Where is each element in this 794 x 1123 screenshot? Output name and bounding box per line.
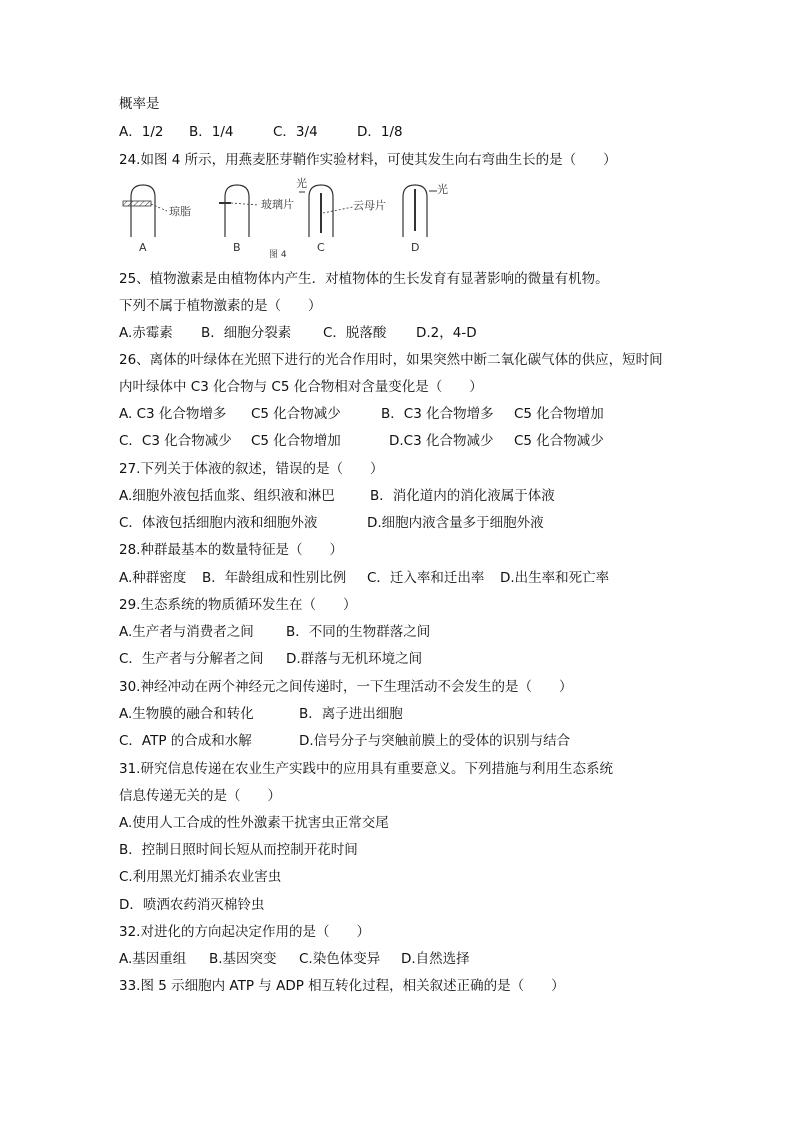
q28-stem: 28.种群最基本的数量特征是（ ） xyxy=(119,542,343,558)
q29-options-row2 xyxy=(119,650,422,668)
q30-option-c: C．ATP 的合成和水解 xyxy=(119,733,252,749)
q25-option-a: A.赤霉素 xyxy=(119,325,173,341)
label-c: C xyxy=(317,241,325,254)
q32-options xyxy=(119,950,470,968)
q25-option-d: D.2，4-D xyxy=(416,325,477,341)
q29-stem: 29.生态系统的物质循环发生在（ ） xyxy=(119,597,357,613)
q31-line1: 31.研究信息传递在农业生产实践中的应用具有重要意义。下列措施与利用生态系统 xyxy=(119,761,613,777)
q31-line2: 信息传递无关的是（ ） xyxy=(119,788,281,804)
label-a: A xyxy=(139,241,147,254)
q28-option-b: B．年龄组成和性别比例 xyxy=(202,570,347,586)
q23-tail: 概率是 xyxy=(119,96,160,112)
q23-option-a: A．1/2 xyxy=(119,124,164,140)
q26-option-b-c5: C5 化合物增加 xyxy=(514,406,604,422)
q31-option-c: C.利用黑光灯捕杀农业害虫 xyxy=(119,869,282,885)
q23-option-c: C．3/4 xyxy=(273,124,318,140)
figure-caption: 图 4 xyxy=(269,250,287,259)
figure-4-coleoptiles xyxy=(119,175,459,259)
q30-option-d: D.信号分子与突触前膜上的受体的识别与结合 xyxy=(299,733,571,749)
coleoptile-a xyxy=(123,185,167,237)
label-d: D xyxy=(411,241,420,254)
q28-options xyxy=(119,569,609,587)
q33-stem: 33.图 5 示细胞内 ATP 与 ADP 相互转化过程，相关叙述正确的是（ ） xyxy=(119,978,565,994)
q26-option-b-c3: B．C3 化合物增多 xyxy=(381,406,494,422)
q27-stem: 27.下列关于体液的叙述，错误的是（ ） xyxy=(119,461,384,477)
q26-line2: 内叶绿体中 C3 化合物与 C5 化合物相对含量变化是（ ） xyxy=(119,379,483,395)
q26-line1: 26、离体的叶绿体在光照下进行的光合作用时，如果突然中断二氧化碳气体的供应，短时间 xyxy=(119,352,663,368)
q24-stem: 24.如图 4 所示，用燕麦胚芽鞘作实验材料，可使其发生向右弯曲生长的是（ ） xyxy=(119,152,617,168)
q25-option-c: C．脱落酸 xyxy=(323,325,387,341)
q27-option-b: B．消化道内的消化液属于体液 xyxy=(370,488,555,504)
label-mica: 云母片 xyxy=(353,199,386,212)
q32-option-d: D.自然选择 xyxy=(401,951,470,967)
q23-option-b: B．1/4 xyxy=(189,124,234,140)
q31-option-b: B．控制日照时间长短从而控制开花时间 xyxy=(119,842,358,858)
q26-option-d-c5: C5 化合物减少 xyxy=(514,433,604,449)
q29-options-row1 xyxy=(119,623,430,641)
q23-option-d: D．1/8 xyxy=(357,124,403,140)
q29-option-b: B．不同的生物群落之间 xyxy=(286,624,431,640)
q26-options-row1 xyxy=(119,405,604,423)
coleoptile-d xyxy=(403,185,427,237)
q32-option-a: A.基因重组 xyxy=(119,951,187,967)
q30-option-a: A.生物膜的融合和转化 xyxy=(119,706,254,722)
q25-line1: 25、植物激素是由植物体内产生．对植物体的生长发育有显著影响的微量有机物。 xyxy=(119,271,609,287)
q32-stem: 32.对进化的方向起决定作用的是（ ） xyxy=(119,924,370,940)
q28-option-c: C．迁入率和迁出率 xyxy=(367,570,485,586)
q30-stem: 30.神经冲动在两个神经元之间传递时，一下生理活动不会发生的是（ ） xyxy=(119,679,573,695)
q23-options xyxy=(119,123,403,141)
q31-option-a: A.使用人工合成的性外激素干扰害虫正常交尾 xyxy=(119,815,389,831)
q30-option-b: B．离子进出细胞 xyxy=(299,706,403,722)
q28-option-d: D.出生率和死亡率 xyxy=(500,570,610,586)
label-b: B xyxy=(233,241,241,254)
q30-options-row1 xyxy=(119,705,403,723)
q31-option-d: D．喷洒农药消灭棉铃虫 xyxy=(119,897,265,913)
q27-options-row2 xyxy=(119,514,544,532)
q27-option-d: D.细胞内液含量多于细胞外液 xyxy=(367,515,544,531)
q32-option-c: C.染色体变异 xyxy=(299,951,381,967)
q27-option-a: A.细胞外液包括血浆、组织液和淋巴 xyxy=(119,488,335,504)
q26-option-c-c3: C．C3 化合物减少 xyxy=(119,433,232,449)
q26-option-d-c3: D.C3 化合物减少 xyxy=(389,433,494,449)
q29-option-c: C．生产者与分解者之间 xyxy=(119,651,264,667)
q32-option-b: B.基因突变 xyxy=(209,951,277,967)
label-light-d: 光 xyxy=(437,183,448,196)
q26-option-a-c3: A. C3 化合物增多 xyxy=(119,406,227,422)
q27-options-row1 xyxy=(119,487,555,505)
label-agar: 琼脂 xyxy=(169,205,191,218)
coleoptile-c xyxy=(309,185,353,237)
q25-line2: 下列不属于植物激素的是（ ） xyxy=(119,298,322,314)
q30-options-row2 xyxy=(119,732,570,750)
q29-option-a: A.生产者与消费者之间 xyxy=(119,624,254,640)
q26-option-a-c5: C5 化合物减少 xyxy=(251,406,341,422)
q28-option-a: A.种群密度 xyxy=(119,570,187,586)
label-light-c: 光 xyxy=(296,177,307,190)
q29-option-d: D.群落与无机环境之间 xyxy=(286,651,423,667)
q25-option-b: B．细胞分裂素 xyxy=(201,325,292,341)
q26-option-c-c5: C5 化合物增加 xyxy=(251,433,341,449)
coleoptile-b xyxy=(219,185,259,237)
q26-options-row2 xyxy=(119,432,604,450)
label-glass: 玻璃片 xyxy=(261,198,294,211)
q27-option-c: C．体液包括细胞内液和细胞外液 xyxy=(119,515,318,531)
q25-options xyxy=(119,324,477,342)
